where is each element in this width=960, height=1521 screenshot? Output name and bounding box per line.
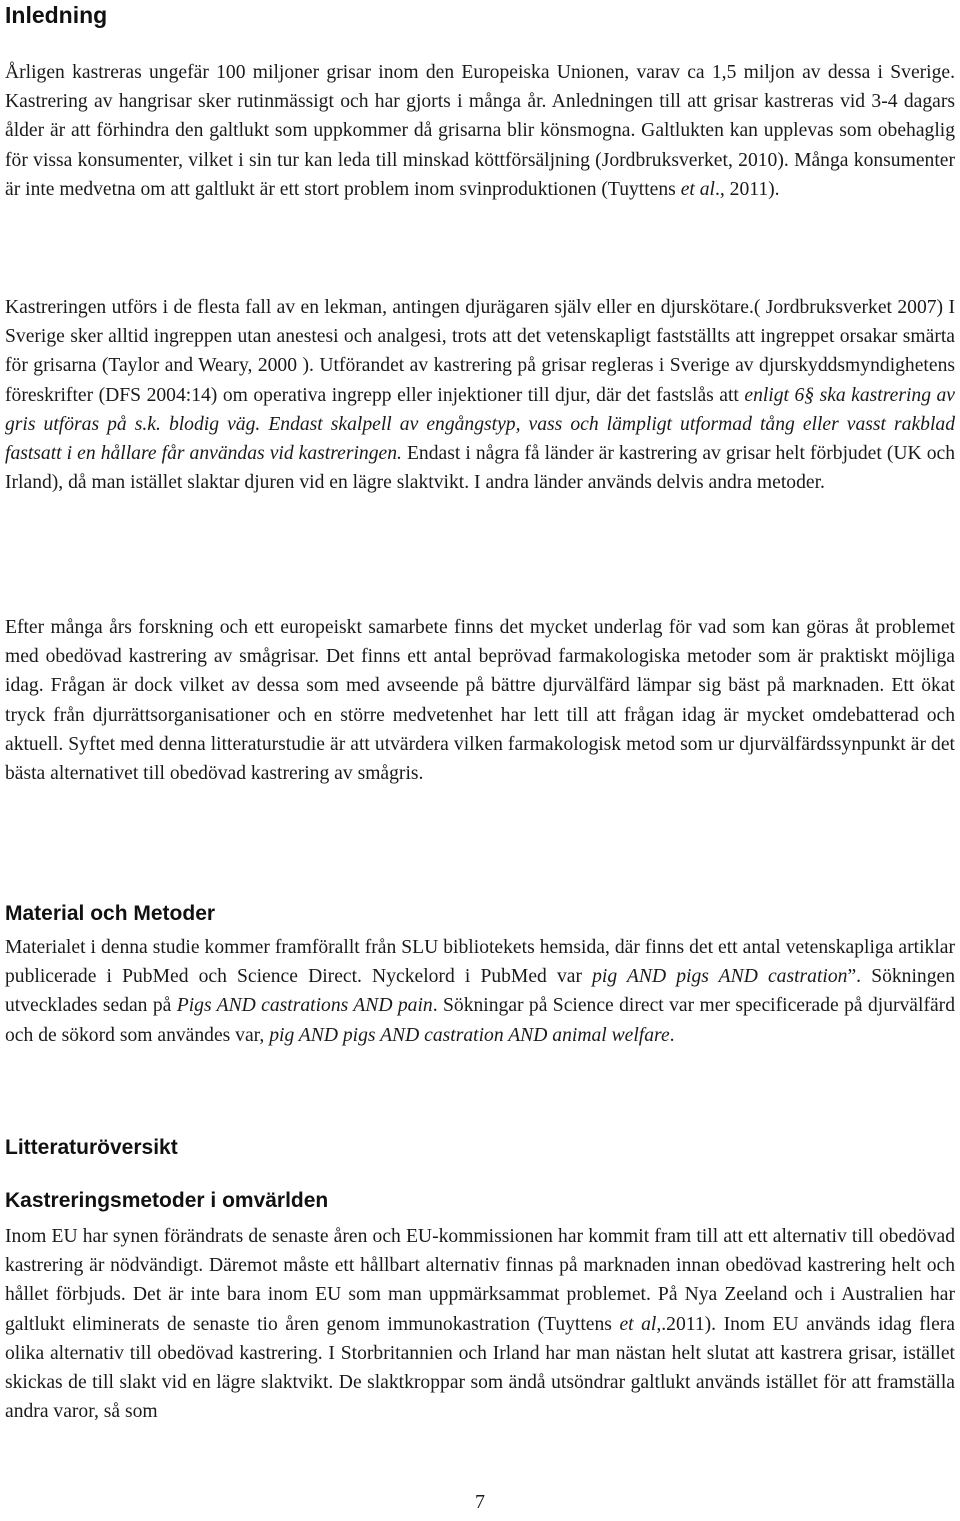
- paragraph-intro-text: Årligen kastreras ungefär 100 miljoner grisar inom den Europeiska Unionen, varav ca 1,5 miljon av dessa i Sverige. Kastrering av hangrisar sker rutinmässigt och har gjorts i många år. Anledningen till att grisar kastreras vid 3-4 dagars ålder är att förhindra den galtlukt som uppkommer då grisarna blir könsmogna. Galtlukten kan upplevas som obehaglig för vissa konsumenter, vilket i sin tur kan leda till minskad köttförsäljning (Jordbruksverket, 2010). Många konsumenter är inte medvetna om att galtlukt är ett stort problem inom svinproduktionen (Tuyttens: [5, 62, 955, 200]
- paragraph-castration-end: Endast i några få länder är kastrering av grisar helt förbjudet (UK och Irland), då man istället slaktar djuren vid en lägre slaktvikt. I andra länder används delvis andra metoder.: [5, 443, 955, 494]
- heading-inledning: Inledning: [5, 2, 108, 28]
- paragraph-methods-keywords-2: Pigs AND castrations AND pain: [176, 995, 433, 1017]
- paragraph-methods-keywords-3: pig AND pigs AND castration AND animal welfare: [269, 1024, 670, 1046]
- paragraph-methods-text-3: . Sökningar på Science direct var mer specificerade på djurvälfärd och de sökord som användes var,: [5, 995, 955, 1046]
- paragraph-world-text: Inom EU har synen förändrats de senaste åren och EU-kommissionen har kommit fram till att ett alternativ till obedövad kastrering är nödvändigt. Däremot måste ett hållbart alternativ finnas på marknaden innan obedövad kastrering helt och hållet förbjuds. Det är inte bara inom EU som man uppmärksammat problemet. På Nya Zeeland och i Australien har galtlukt eliminerats de senaste tio åren genom immunokastration (Tuyttens: [5, 1226, 955, 1335]
- paragraph-methods-end: .: [669, 1024, 675, 1046]
- paragraph-intro-end: ., 2011).: [714, 178, 780, 200]
- paragraph-castration-text: Kastreringen utförs i de flesta fall av en lekman, antingen djurägaren själv eller en djurskötare.( Jordbruksverket 2007) I Sverige sker alltid ingreppen utan anestesi och analgesi, trots att det vetenskapligt fastställts att ingreppet orsakar smärta för grisarna (Taylor and Weary, 2000 ). Utförandet av kastrering på grisar regleras i Sverige av djurskyddsmyndighetens föreskrifter (DFS 2004:14) om operativa ingrepp eller injektioner till djur, där det fastslås att: [5, 297, 955, 406]
- paragraph-world-italic: et al: [619, 1313, 657, 1335]
- paragraph-intro-italic: et al: [680, 178, 715, 200]
- paragraph-methods-text: Materialet i denna studie kommer framförallt från SLU bibliotekets hemsida, där finns det ett antal vetenskapliga artiklar publicerade i PubMed och Science Direct. Nyckelord i PubMed var: [5, 937, 955, 988]
- paragraph-methods-keywords-1: pig AND pigs AND castration: [592, 966, 848, 988]
- paragraph-castration-practice: [5, 293, 955, 497]
- heading-kastreringsmetoder: Kastreringsmetoder i omvärlden: [5, 1189, 329, 1212]
- paragraph-methods-text-2: ”. Sökningen utvecklades sedan på: [5, 966, 956, 1017]
- paragraph-aim: Efter många års forskning och ett europeiskt samarbete finns det mycket underlag för vad som kan göras åt problemet med obedövad kastrering av smågrisar. Det finns ett antal beprövad farmakologiska metoder som är praktiskt möjliga idag. Frågan är dock vilket av dessa som med avseende på bättre djurvälfärd lämpar sig bäst på marknaden. Ett ökat tryck från djurrättsorganisationer och en större medvetenhet har lett till att frågan idag är mycket omdebatterad och aktuell. Syftet med denna litteraturstudie är att utvärdera vilken farmakologisk metod som ur djurvälfärdssynpunkt är det bästa alternativet till obedövad kastrering av smågris.: [5, 617, 955, 785]
- paragraph-castration-italic: enligt 6§ ska kastrering av gris utföras på s.k. blodig väg. Endast skalpell av engångstyp, vass och lämpligt utformad tång eller vasst rakblad fastsatt i en hållare får användas vid kastreringen.: [5, 384, 955, 465]
- heading-litteraturoversikt: Litteraturöversikt: [5, 1136, 178, 1159]
- paragraph-world-end: ,.2011). Inom EU används idag flera olika alternativ till obedövad kastrering. I Storbritannien och Irland har man nästan helt slutat att kastrera grisar, istället skickas de till slakt vid en lägre slaktvikt. De slaktkroppar som ändå utsöndrar galtlukt används istället för att framställa andra varor, så som: [5, 1313, 955, 1423]
- paragraph-intro: [5, 58, 955, 204]
- page-number: 7: [475, 1491, 485, 1513]
- paragraph-methods: [5, 933, 955, 1050]
- paragraph-world-methods: [5, 1222, 955, 1426]
- heading-material-metoder: Material och Metoder: [5, 902, 216, 925]
